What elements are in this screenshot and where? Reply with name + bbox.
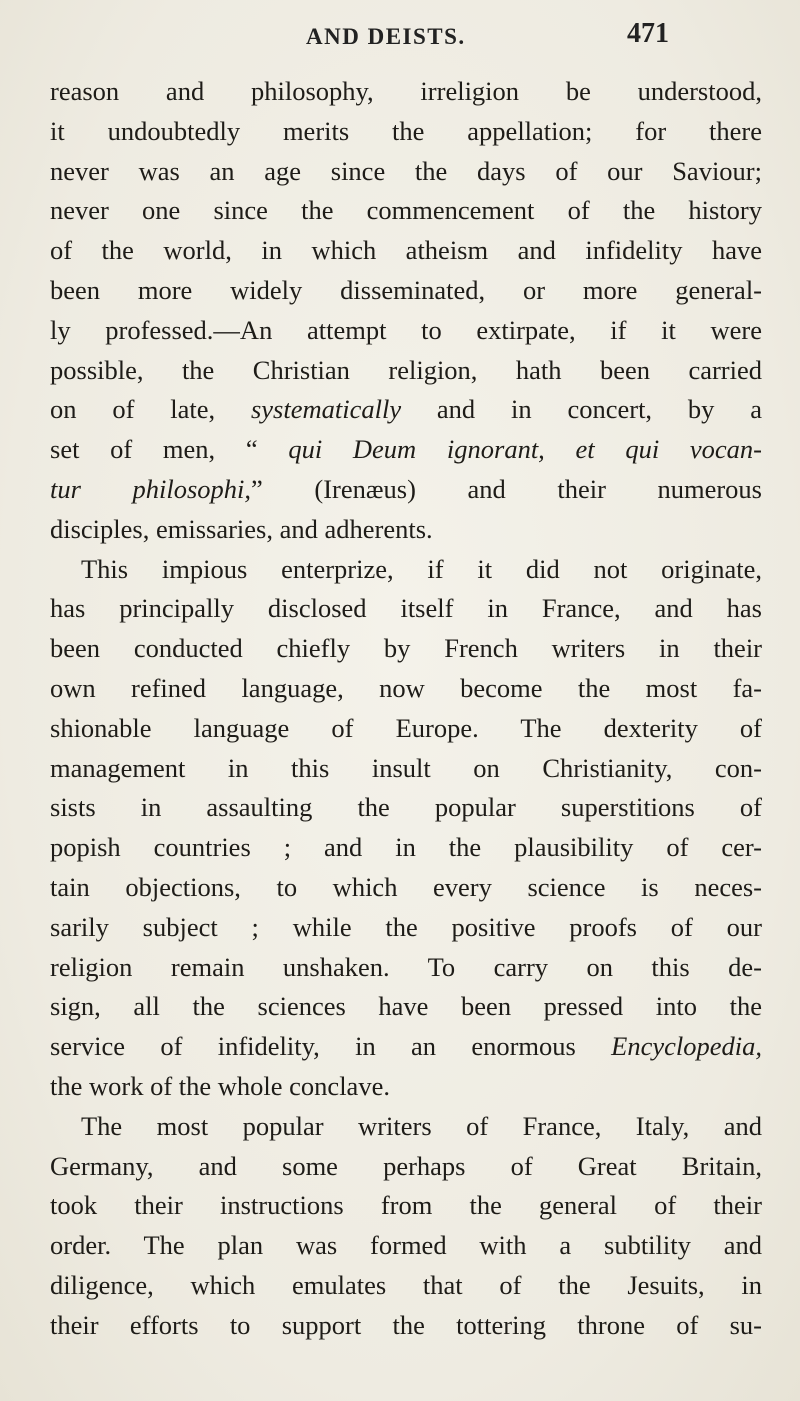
text-run: ” (Irenæus) and their numerous xyxy=(251,473,762,504)
text-line: sarily subject ; while the positive proofs of our xyxy=(50,911,762,942)
text-line: disciples, emissaries, and adherents. xyxy=(50,513,433,544)
paragraph-start-line: This impious enterprize, if it did not originate, xyxy=(81,553,762,584)
text-line xyxy=(50,470,762,510)
text-run: on of late, xyxy=(50,394,251,425)
text-line: never one since the commencement of the history xyxy=(50,195,762,226)
running-head-title: AND DEISTS. xyxy=(306,24,466,49)
text-line: reason and philosophy, irreligion be understood, xyxy=(50,76,762,106)
text-line: has principally disclosed itself in France, and has xyxy=(50,593,762,624)
text-line: own refined language, now become the most fa- xyxy=(50,672,762,703)
page-number: 471 xyxy=(627,18,669,49)
text-line: it undoubtedly merits the appellation; for there xyxy=(50,115,762,146)
text-line: been conducted chiefly by French writers in their xyxy=(50,633,762,664)
text-line: their efforts to support the tottering throne of su- xyxy=(50,1309,762,1340)
italic-run: systematically xyxy=(250,394,402,425)
text-line: never was an age since the days of our Saviour; xyxy=(50,155,762,186)
text-line: management in this insult on Christianity, con- xyxy=(50,752,762,783)
text-line: sign, all the sciences have been pressed into the xyxy=(50,991,762,1022)
text-line: popish countries ; and in the plausibility of cer- xyxy=(50,832,762,863)
running-head xyxy=(0,16,800,56)
text-line xyxy=(50,390,762,430)
text-line: sists in assaulting the popular superstitions of xyxy=(50,792,762,823)
text-line: order. The plan was formed with a subtility and xyxy=(50,1230,762,1261)
italic-run: Encyclopedia, xyxy=(611,1031,762,1062)
text-line: the work of the whole conclave. xyxy=(50,1070,390,1101)
text-run: set of men, “ xyxy=(50,434,289,465)
text-run: and in concert, by a xyxy=(401,394,762,425)
body-text xyxy=(50,72,762,1346)
text-line: ly professed.—An attempt to extirpate, if it were xyxy=(50,314,762,345)
text-line xyxy=(50,430,762,470)
text-line: been more widely disseminated, or more general- xyxy=(50,274,762,305)
text-line: possible, the Christian religion, hath been carried xyxy=(50,354,762,385)
text-line: tain objections, to which every science is neces- xyxy=(50,871,762,902)
text-line: took their instructions from the general of their xyxy=(50,1190,762,1221)
text-line: religion remain unshaken. To carry on this de- xyxy=(50,951,762,982)
text-run: service of infidelity, in an enormous xyxy=(50,1031,612,1062)
text-line: Germany, and some perhaps of Great Britain, xyxy=(50,1150,762,1181)
text-line: diligence, which emulates that of the Jesuits, in xyxy=(50,1269,762,1300)
italic-run: tur philosophi, xyxy=(50,473,252,504)
text-line: shionable language of Europe. The dexterity of xyxy=(50,712,762,743)
paragraph-start-line: The most popular writers of France, Italy, and xyxy=(81,1110,762,1141)
text-line: of the world, in which atheism and infidelity have xyxy=(50,235,762,266)
text-line xyxy=(50,1027,762,1067)
italic-run: qui Deum ignorant, et qui vocan- xyxy=(288,434,762,465)
